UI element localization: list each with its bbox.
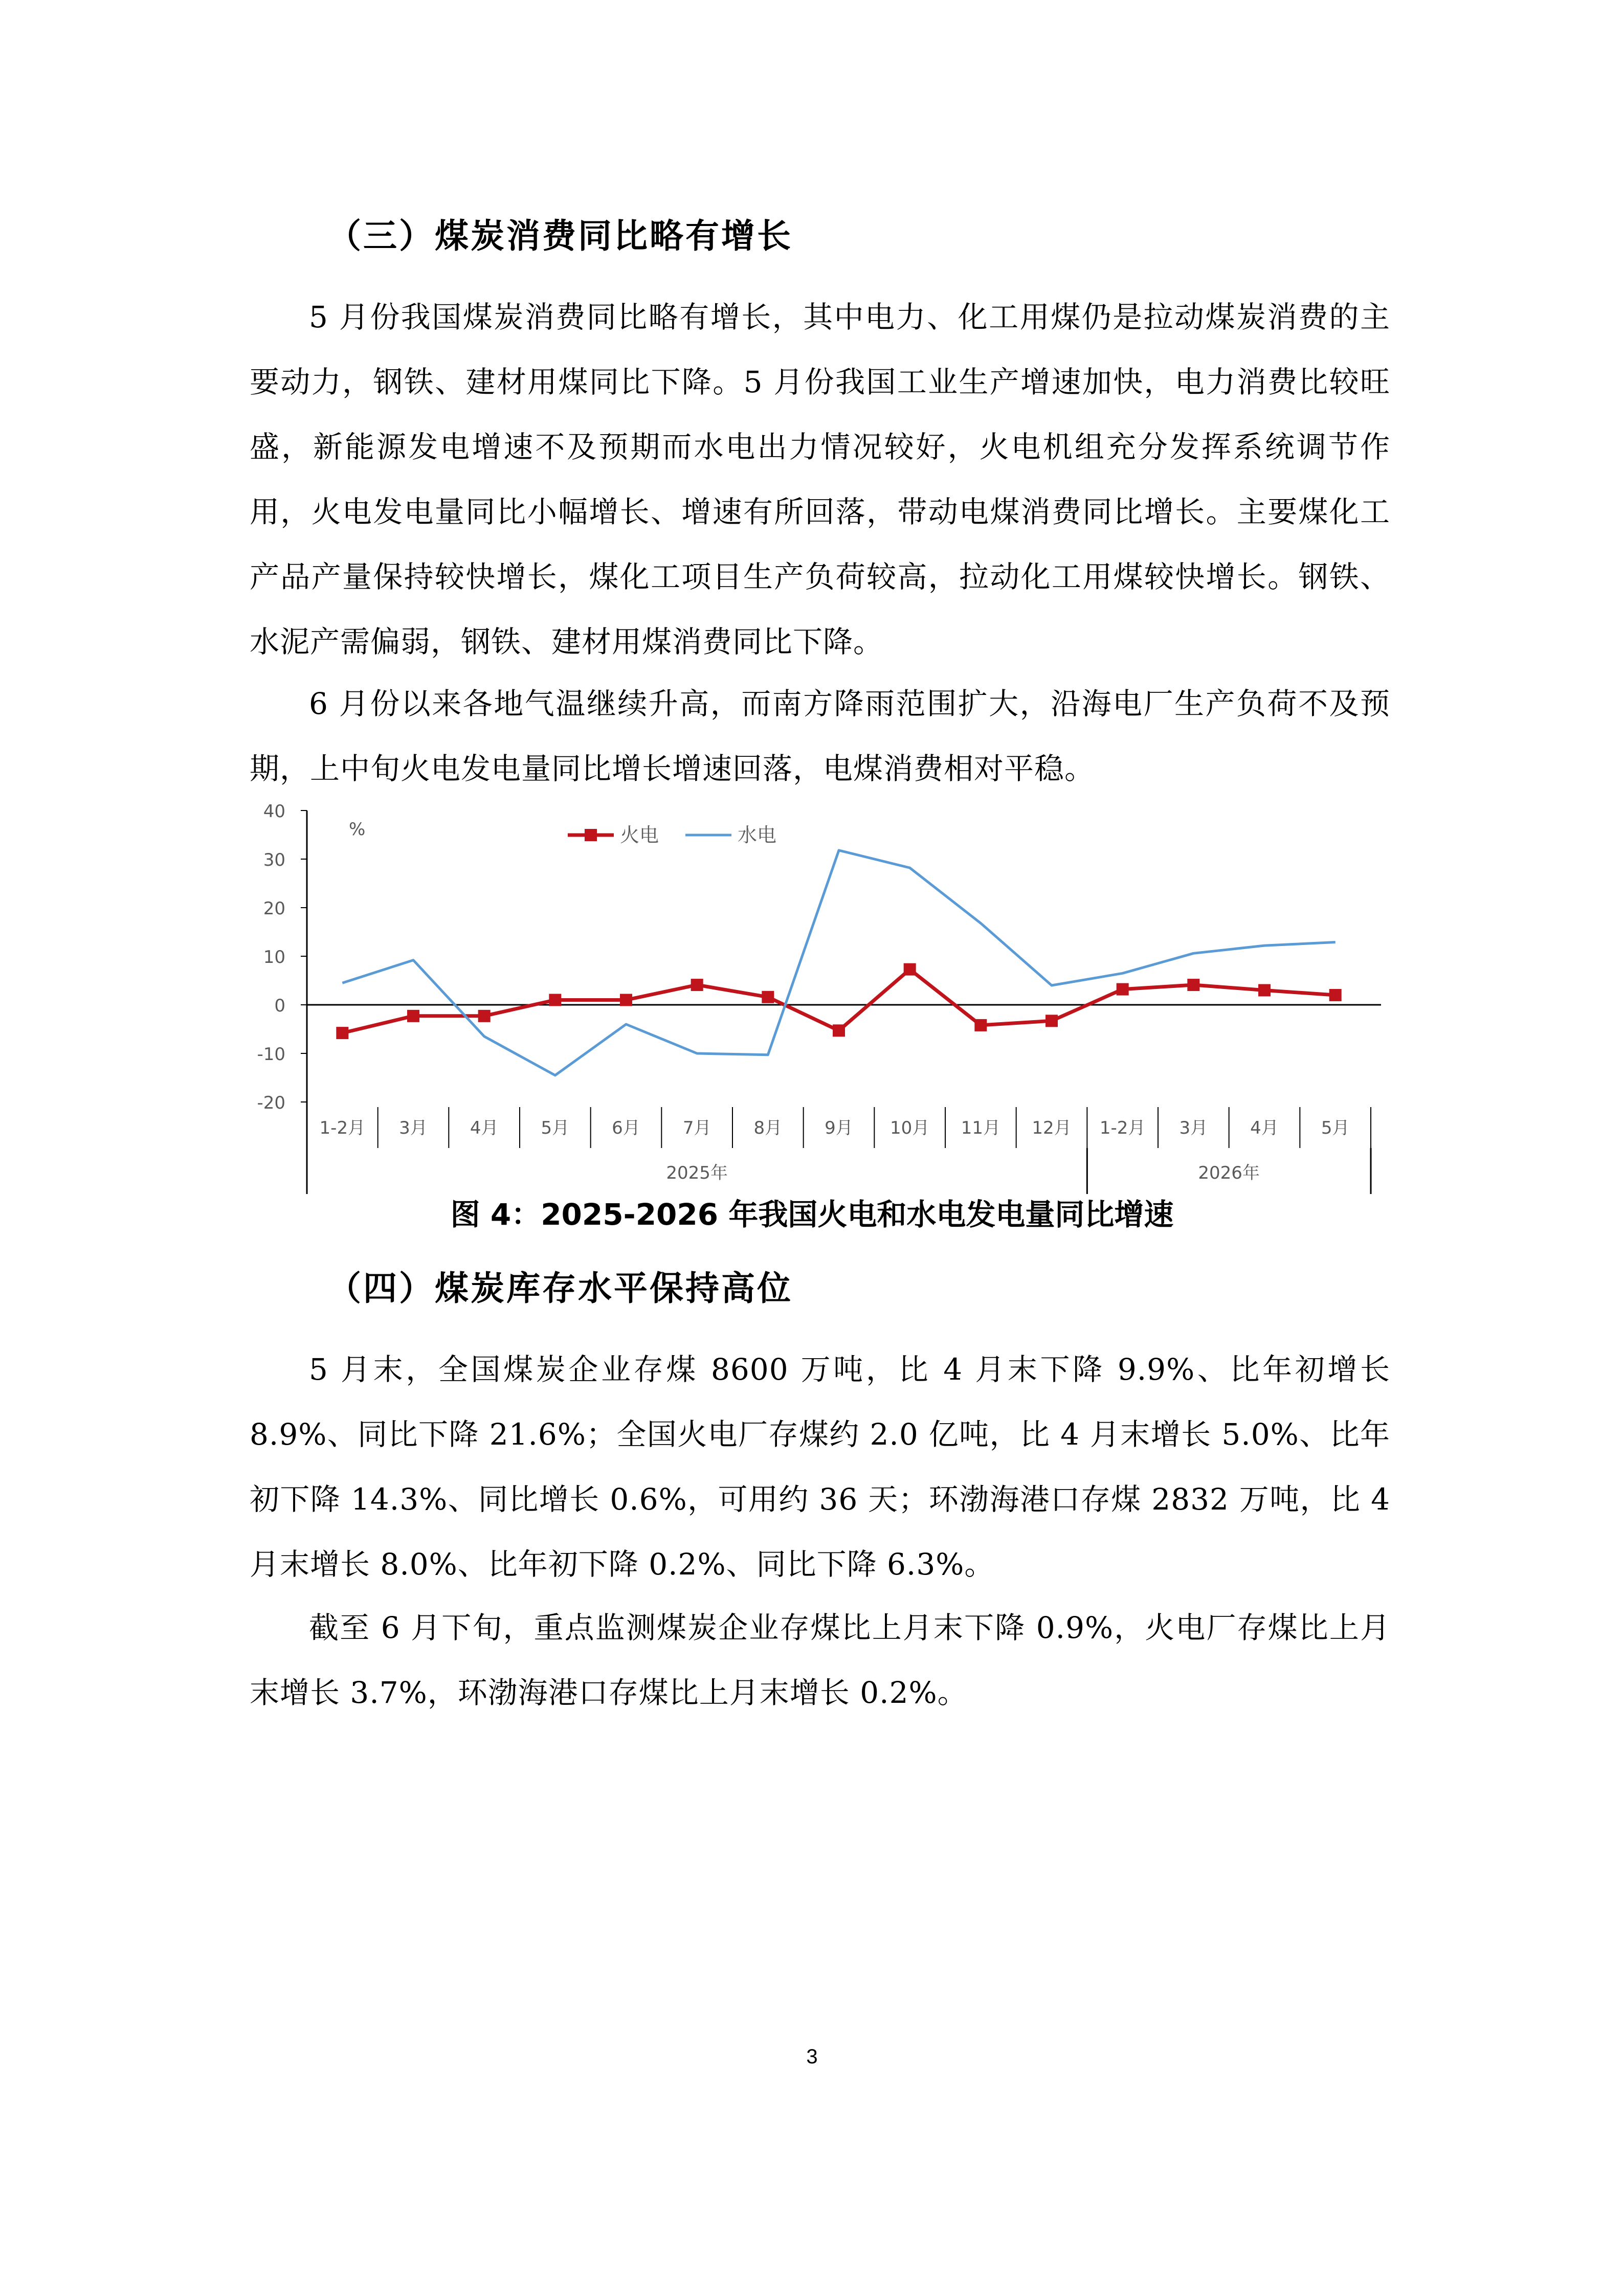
paragraph-consumption-june: 6 月份以来各地气温继续升高，而南方降雨范围扩大，沿海电厂生产负荷不及预期，上中旬火电发电量同比增长增速回落，电煤消费相对平稳。 xyxy=(250,686,1390,786)
x-tick-label: 6月 xyxy=(612,1118,640,1138)
y-tick-label: 20 xyxy=(263,898,285,919)
data-point-marker xyxy=(974,1019,987,1031)
x-tick-label: 10月 xyxy=(890,1118,930,1138)
year-group-label: 2026年 xyxy=(1198,1163,1260,1183)
data-point-marker xyxy=(336,1027,348,1039)
x-tick-label: 7月 xyxy=(682,1118,711,1138)
paragraph-inventory-june: 截至 6 月下旬，重点监测煤炭企业存煤比上月末下降 0.9%，火电厂存煤比上月末增长 3.7%，环渤海港口存煤比上月末增长 0.2%。 xyxy=(250,1610,1390,1710)
data-point-marker xyxy=(407,1010,419,1022)
data-point-marker xyxy=(1187,979,1199,991)
y-tick-label: 0 xyxy=(274,996,285,1016)
data-point-marker xyxy=(1117,983,1129,996)
paragraph-inventory-may: 5 月末，全国煤炭企业存煤 8600 万吨，比 4 月末下降 9.9%、比年初增长 8.9%、同比下降 21.6%；全国火电厂存煤约 2.0 亿吨，比 4 月末增长 5.0%、比年初下降 14.3%、同比增长 0.6%，可用约 36 天；环渤海港口存煤 2832 万吨，比 4 月末增长 8.0%、比年初下降 0.2%、同比下降 6.3%。 xyxy=(250,1352,1390,1582)
legend-label: 水电 xyxy=(738,824,777,846)
x-tick-label: 5月 xyxy=(1321,1118,1350,1138)
data-point-marker xyxy=(904,963,916,976)
data-point-marker xyxy=(1045,1015,1058,1027)
data-point-marker xyxy=(1258,984,1271,997)
y-axis-unit-label: % xyxy=(349,819,366,840)
data-point-marker xyxy=(691,979,703,991)
x-tick-label: 8月 xyxy=(753,1118,783,1138)
data-point-marker xyxy=(620,994,632,1006)
chart-svg xyxy=(220,795,1396,1194)
y-tick-label: 30 xyxy=(263,850,285,870)
series-line-hydro xyxy=(342,850,1335,1075)
x-tick-label: 5月 xyxy=(541,1118,570,1138)
data-point-marker xyxy=(1329,989,1342,1001)
x-tick-label: 9月 xyxy=(825,1118,853,1138)
section-heading-inventory: （四）煤炭库存水平保持高位 xyxy=(327,1269,793,1308)
page-number: 3 xyxy=(806,2045,818,2068)
legend-label: 火电 xyxy=(620,824,659,846)
year-group-label: 2025年 xyxy=(666,1163,728,1183)
y-tick-label: 10 xyxy=(263,947,285,967)
series-line-thermal xyxy=(342,970,1335,1033)
data-point-marker xyxy=(762,991,774,1003)
paragraph-consumption-may: 5 月份我国煤炭消费同比略有增长，其中电力、化工用煤仍是拉动煤炭消费的主要动力，钢铁、建材用煤同比下降。5 月份我国工业生产增速加快，电力消费比较旺盛，新能源发电增速不及预期而水电出力情况较好，火电机组充分发挥系统调节作用，火电发电量同比小幅增长、增速有所回落，带动电煤消费同比增长。主要煤化工产品产量保持较快增长，煤化工项目生产负荷较高，拉动化工用煤较快增长。钢铁、水泥产需偏弱，钢铁、建材用煤消费同比下降。 xyxy=(250,300,1390,659)
y-tick-label: -10 xyxy=(257,1044,285,1065)
x-tick-label: 12月 xyxy=(1032,1118,1072,1138)
x-tick-label: 1-2月 xyxy=(319,1118,366,1138)
y-tick-label: -20 xyxy=(257,1093,285,1113)
figure-caption: 图 4：2025-2026 年我国火电和水电发电量同比增速 xyxy=(450,1197,1174,1232)
data-point-marker xyxy=(549,994,561,1006)
x-tick-label: 11月 xyxy=(961,1118,1000,1138)
section-heading-consumption: （三）煤炭消费同比略有增长 xyxy=(327,216,793,256)
x-tick-label: 4月 xyxy=(470,1118,499,1138)
data-point-marker xyxy=(833,1024,845,1037)
x-tick-label: 1-2月 xyxy=(1099,1118,1146,1138)
x-tick-label: 4月 xyxy=(1250,1118,1279,1138)
y-tick-label: 40 xyxy=(263,801,285,822)
data-point-marker xyxy=(478,1010,491,1022)
power-generation-growth-chart xyxy=(220,795,1396,1194)
x-tick-label: 3月 xyxy=(1179,1118,1208,1138)
legend-marker xyxy=(585,829,597,841)
x-tick-label: 3月 xyxy=(399,1118,428,1138)
